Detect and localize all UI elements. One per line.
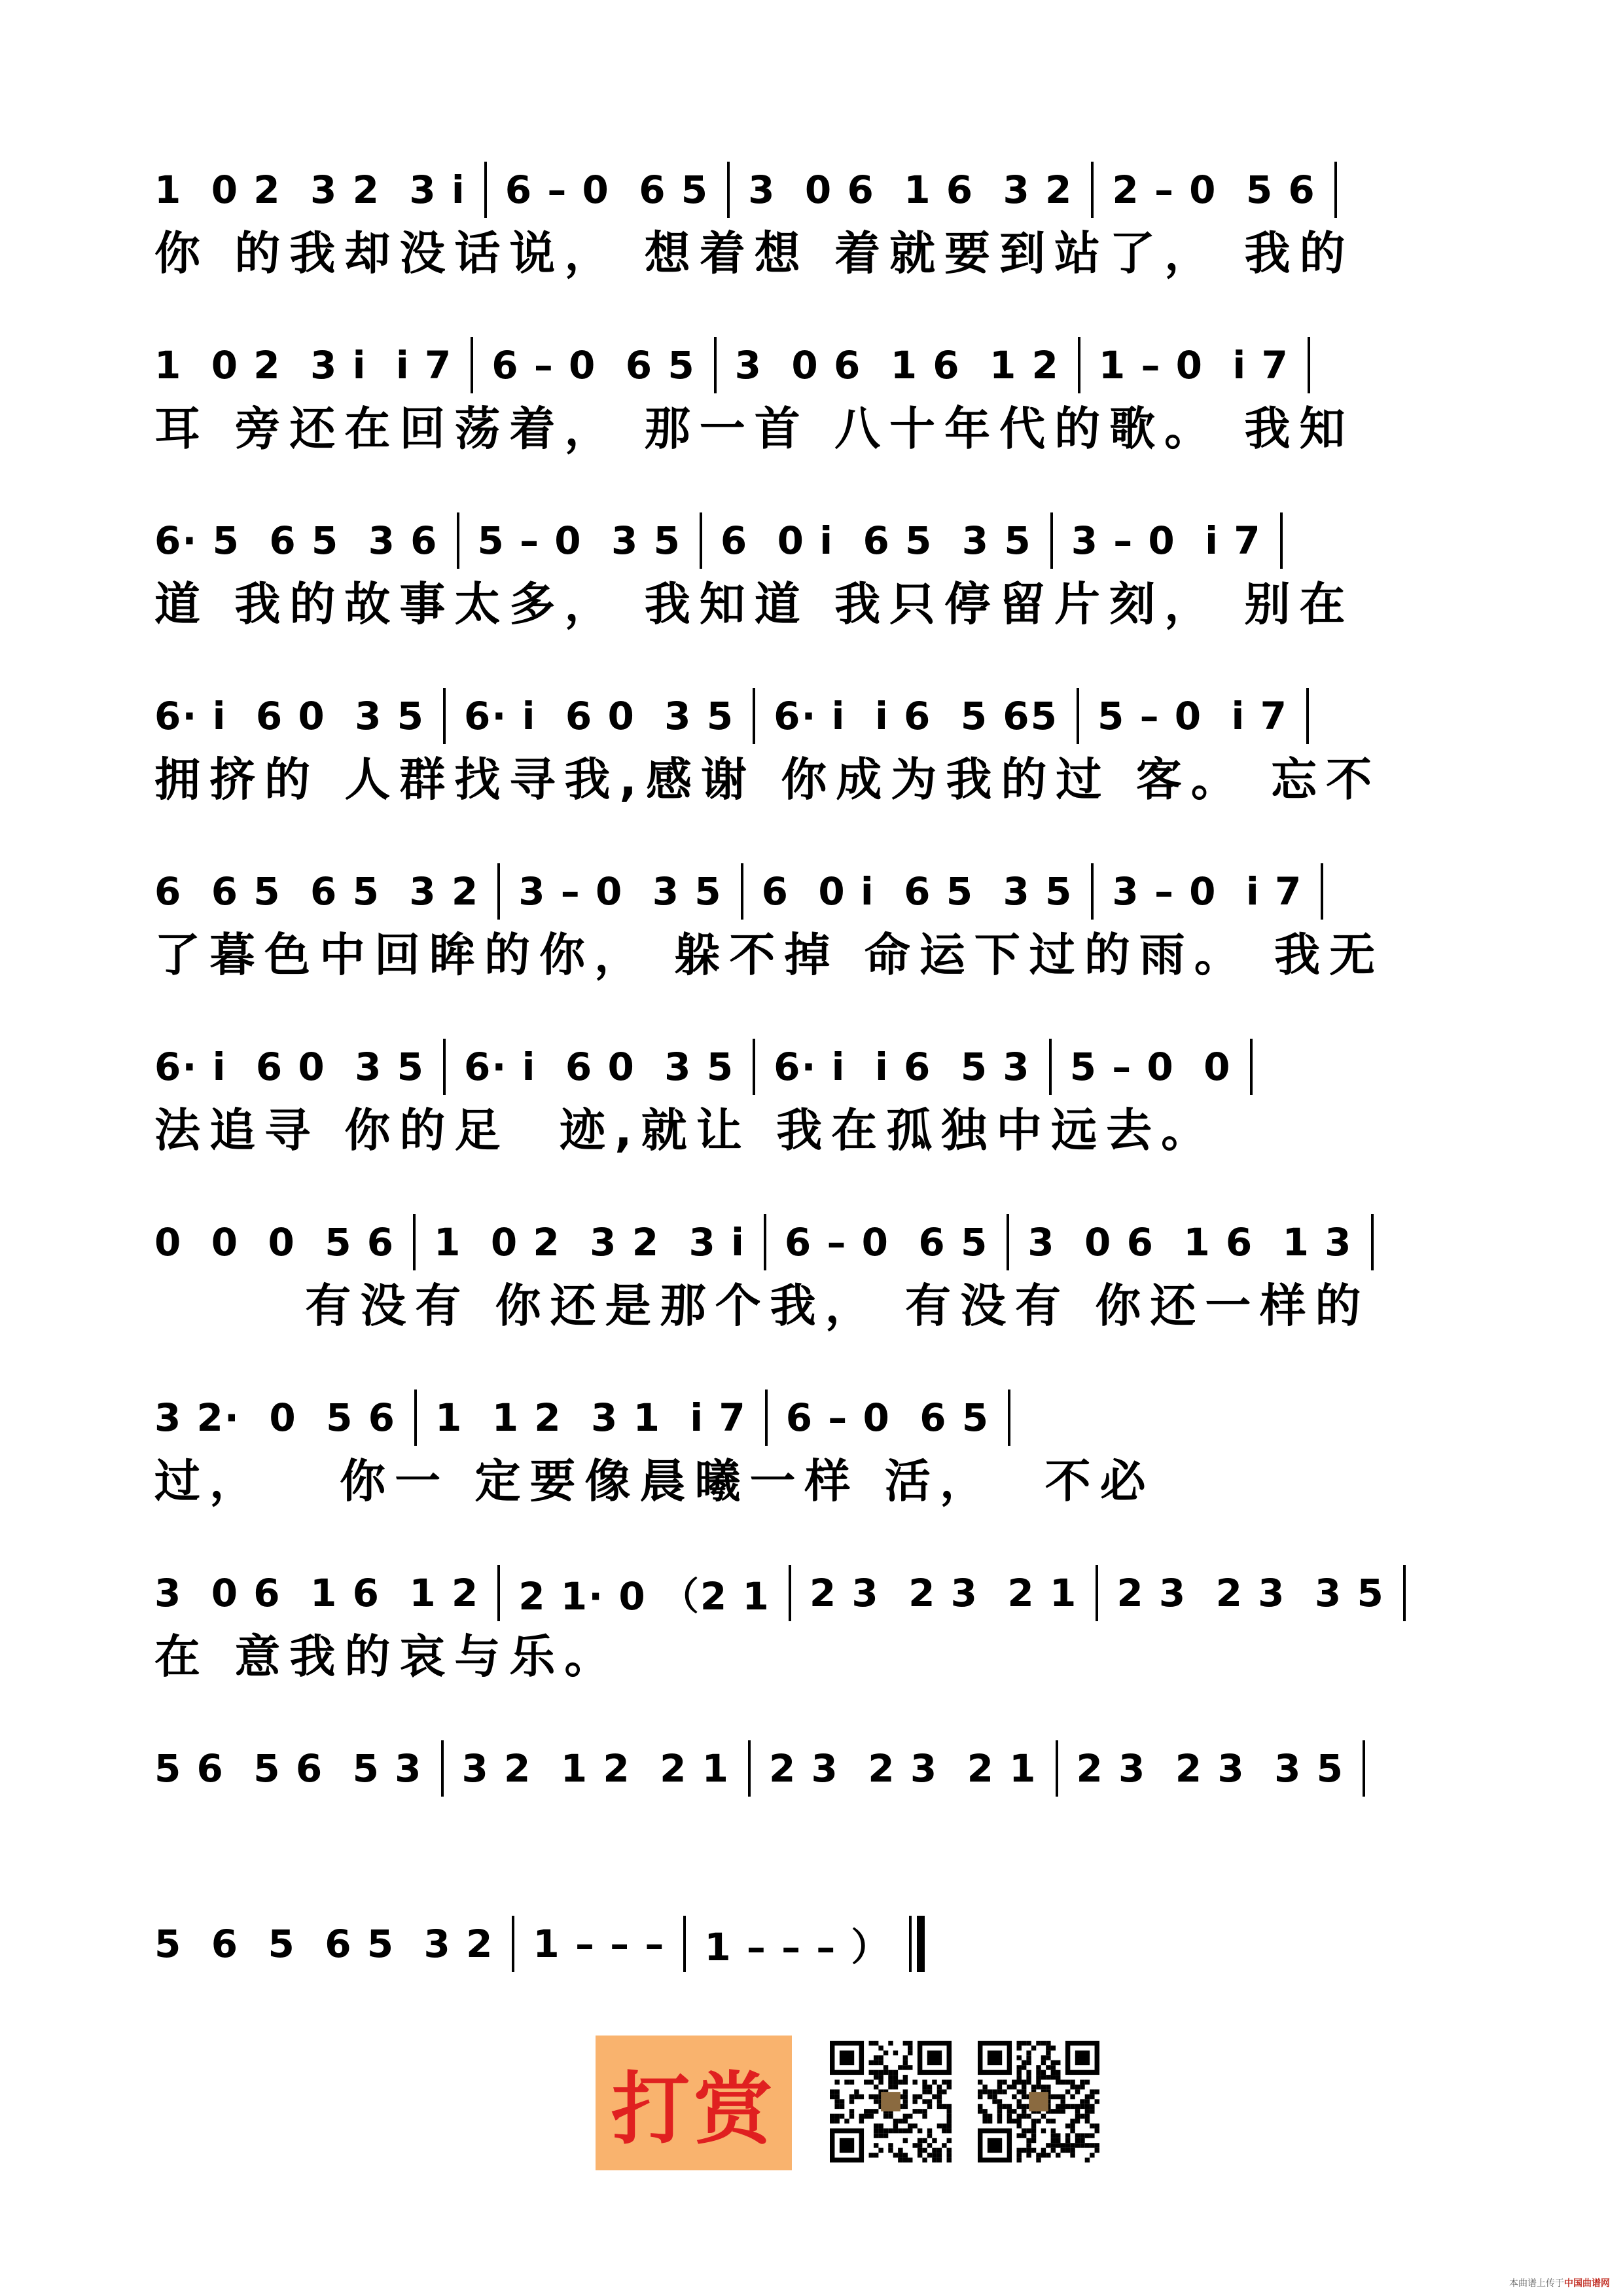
barline (1049, 1039, 1052, 1095)
lyrics-line: 过， 你一 定要像晨曦一样 活， 不必 (154, 1454, 1155, 1508)
qr-code-2 (978, 2041, 1099, 2162)
barline (789, 1565, 791, 1621)
barline (497, 1565, 500, 1621)
measure: 6 – 0 6 5 (785, 1395, 990, 1440)
barline (1077, 688, 1079, 744)
measure: 6 6 5 6 5 3 2 (154, 869, 480, 914)
barline (1371, 1214, 1374, 1270)
barline (414, 1390, 417, 1446)
measure: 6· i i 6 5 3 (774, 1045, 1031, 1089)
barline (748, 1740, 751, 1797)
barline (1280, 512, 1283, 569)
barline (471, 337, 473, 393)
measure: 2 3 2 3 3 5 (1116, 1571, 1385, 1615)
barline (413, 1214, 416, 1270)
barline (512, 1916, 514, 1972)
notation-line (154, 1566, 1476, 1621)
lyrics-line: 法追寻 你的足 迹,就让 我在孤独中远去。 (154, 1103, 1217, 1157)
notation-line (154, 1741, 1476, 1796)
score-system (154, 319, 1476, 495)
measure: 6· i 6 0 3 5 (154, 1045, 425, 1089)
barline (1306, 688, 1309, 744)
measure: 2 3 2 3 3 5 (1076, 1746, 1344, 1791)
measure: 6 – 0 6 5 (505, 168, 709, 212)
measure: 2 3 2 3 2 1 (769, 1746, 1037, 1791)
barline (1363, 1740, 1365, 1797)
measure: 3 – 0 i 7 (1112, 869, 1303, 914)
score-system (154, 495, 1476, 670)
notation-line (154, 864, 1476, 919)
barline (1091, 162, 1094, 218)
notation-line (154, 689, 1476, 744)
barline (484, 162, 487, 218)
footer (1509, 2276, 1610, 2289)
barline (1096, 1565, 1098, 1621)
reward-button[interactable] (596, 2036, 792, 2170)
final-barline (917, 1916, 925, 1972)
measure: 6 0 i 6 5 3 5 (720, 518, 1032, 563)
score-system (154, 1898, 1476, 2073)
score-system (154, 144, 1476, 319)
barline (1403, 1565, 1406, 1621)
notation-line (154, 1390, 1476, 1445)
lyrics-line: 在 意我的哀与乐。 (154, 1630, 620, 1683)
score-system (154, 1021, 1476, 1196)
barline (1091, 863, 1094, 920)
measure: 6· i 6 0 3 5 (464, 694, 735, 738)
measure: 6 0 i 6 5 3 5 (761, 869, 1073, 914)
barline (1250, 1039, 1253, 1095)
lyrics-line: 你 的我却没话说， 想着想 着就要到站了， 我的 (154, 226, 1355, 280)
measure: 5 6 5 6 5 3 (154, 1746, 423, 1791)
measure: 3 – 0 3 5 (518, 869, 722, 914)
barline (1056, 1740, 1058, 1797)
barline (1050, 512, 1053, 569)
measure: 0 0 0 5 6 (154, 1220, 395, 1265)
measure: 6· 5 6 5 3 6 (154, 518, 438, 563)
measure: 6· i 6 0 3 5 (154, 694, 425, 738)
notation-line (154, 1215, 1476, 1270)
barline (1078, 337, 1080, 393)
measure: 1 – – – ） (704, 1925, 891, 1969)
measure: 1 1 2 3 1 i 7 (435, 1395, 747, 1440)
measure: 5 – 0 i 7 (1097, 694, 1288, 738)
lyrics-line: 拥挤的 人群找寻我,感谢 你成为我的过 客。 忘不 (154, 753, 1382, 806)
barline (714, 337, 717, 393)
lyrics-line: 耳 旁还在回荡着， 那一首 八十年代的歌。 我知 (154, 402, 1355, 456)
barline (441, 1740, 444, 1797)
barline (764, 1214, 766, 1270)
barline (765, 1390, 768, 1446)
barline (457, 512, 459, 569)
footer-site: 中国曲谱网 (1564, 2278, 1610, 2289)
measure: 2 3 2 3 2 1 (809, 1571, 1078, 1615)
measure: 5 – 0 0 (1069, 1045, 1232, 1089)
measure: 3 – 0 i 7 (1071, 518, 1262, 563)
notation-line (154, 513, 1476, 568)
barline (1321, 863, 1323, 920)
barline (727, 162, 730, 218)
measure: 3 2· 0 5 6 (154, 1395, 396, 1440)
measure: 6· i i 6 5 65 (774, 694, 1059, 738)
measure: 2 1· 0 （2 1 (518, 1574, 770, 1619)
measure: 5 6 5 6 5 3 2 (154, 1922, 494, 1966)
measure: 6 – 0 6 5 (491, 343, 696, 387)
measure: 1 – – – (533, 1922, 666, 1966)
barline (1308, 337, 1310, 393)
notation-line (154, 162, 1476, 217)
barline (497, 863, 500, 920)
measure: 3 0 6 1 6 3 2 (748, 168, 1073, 212)
notation-line (154, 338, 1476, 393)
score (154, 144, 1476, 2073)
measure: 5 – 0 3 5 (477, 518, 681, 563)
measure: 1 0 2 3 2 3 i (434, 1220, 745, 1265)
measure: 1 – 0 i 7 (1098, 343, 1289, 387)
measure: 6· i 6 0 3 5 (464, 1045, 735, 1089)
score-system (154, 1723, 1476, 1898)
barline (741, 863, 743, 920)
barline (753, 688, 755, 744)
measure: 2 – 0 5 6 (1112, 168, 1316, 212)
score-system (154, 1372, 1476, 1547)
lyrics-line (154, 1978, 1476, 2037)
barline (1007, 1214, 1009, 1270)
notation-line (154, 1039, 1476, 1094)
measure: 1 0 2 3 i i 7 (154, 343, 453, 387)
lyrics-line (154, 1803, 1476, 1861)
measure: 3 0 6 1 6 1 2 (154, 1571, 480, 1615)
lyrics-line: 道 我的故事太多， 我知道 我只停留片刻， 别在 (154, 577, 1355, 631)
score-system (154, 1196, 1476, 1372)
qr-code-1 (830, 2041, 952, 2162)
score-system (154, 1547, 1476, 1723)
lyrics-line: 有没有 你还是那个我， 有没有 你还一样的 (154, 1279, 1370, 1333)
barline (909, 1916, 912, 1972)
barline (1008, 1390, 1010, 1446)
measure: 1 0 2 3 2 3 i (154, 168, 466, 212)
measure: 3 2 1 2 2 1 (461, 1746, 730, 1791)
measure: 3 0 6 1 6 1 2 (734, 343, 1060, 387)
barline (700, 512, 702, 569)
lyrics-line: 了暮色中回眸的你， 躲不掉 命运下过的雨。 我无 (154, 928, 1385, 982)
measure: 6 – 0 6 5 (784, 1220, 989, 1265)
notation-line (154, 1916, 1476, 1971)
barline (443, 1039, 446, 1095)
barline (1334, 162, 1337, 218)
barline (683, 1916, 686, 1972)
score-system (154, 670, 1476, 846)
barline (753, 1039, 755, 1095)
measure: 3 0 6 1 6 1 3 (1027, 1220, 1353, 1265)
footer-text: 本曲谱上传于 (1509, 2278, 1564, 2289)
score-system (154, 846, 1476, 1021)
barline (443, 688, 446, 744)
reward-label: 打赏 (611, 2064, 776, 2155)
